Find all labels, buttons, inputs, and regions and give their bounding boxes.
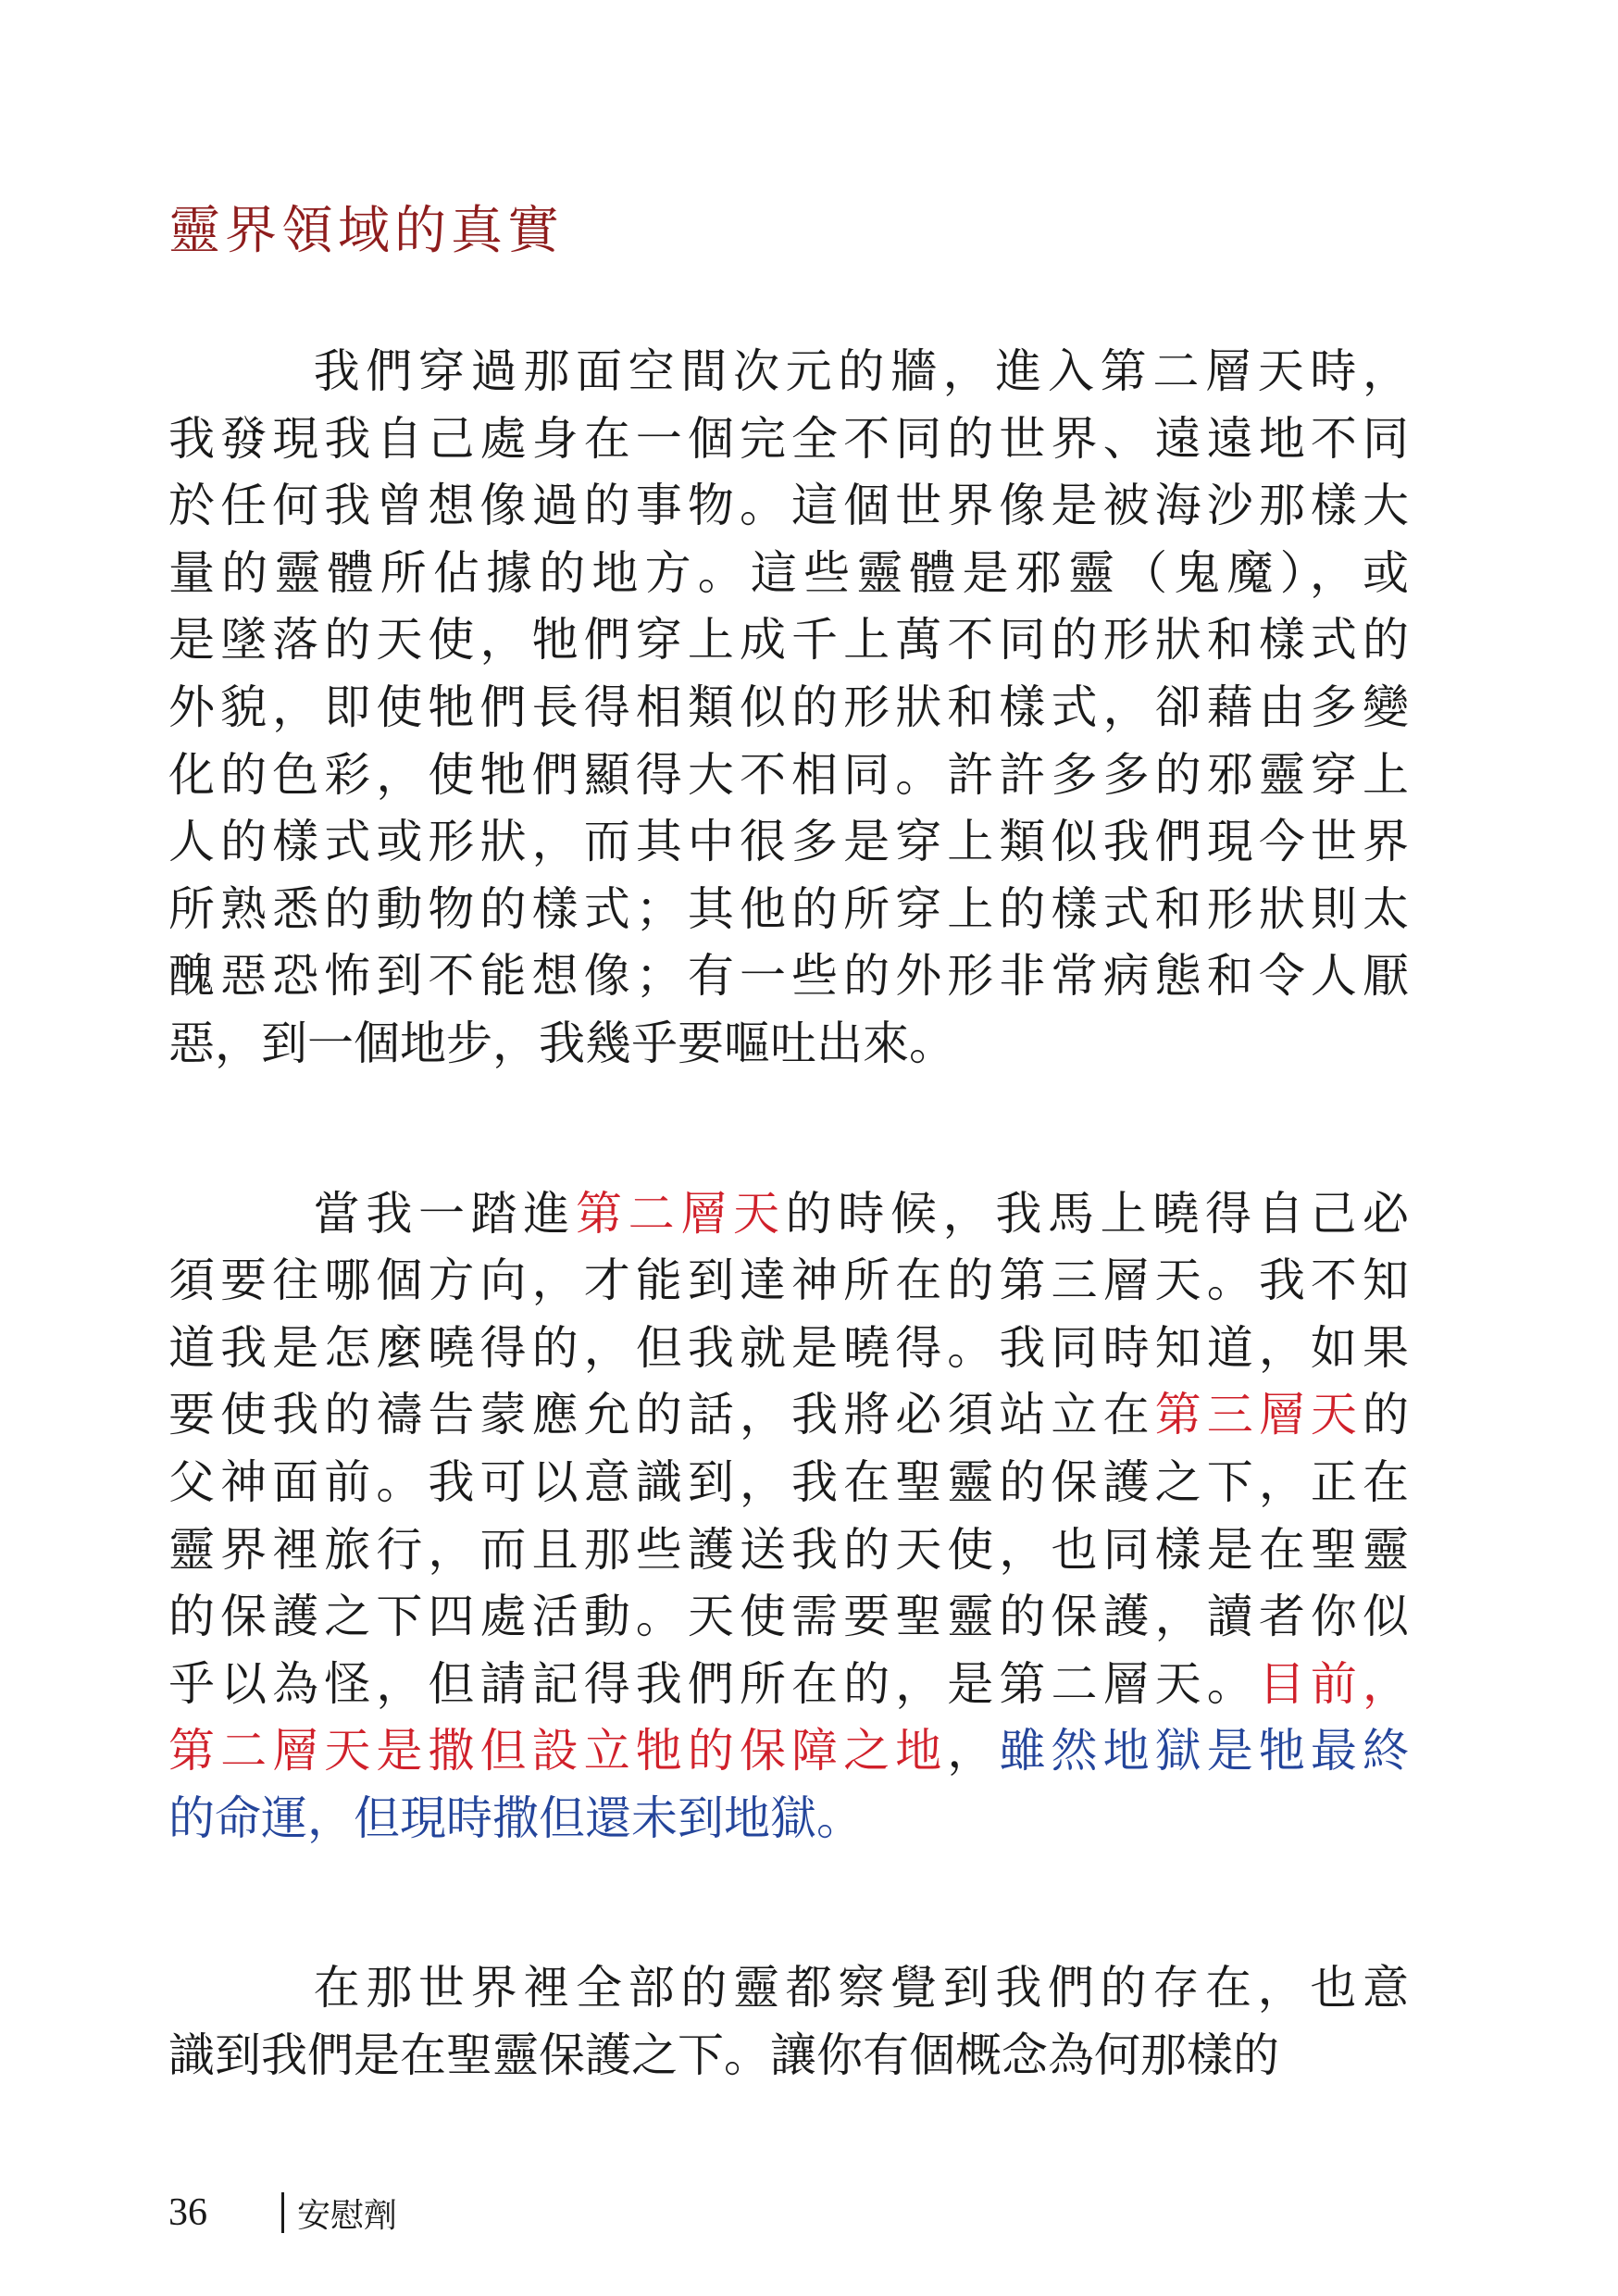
text-segment: 醜惡恐怖到不能想像；有一些的外形非常病態和令人厭 xyxy=(168,949,1409,1004)
text-line xyxy=(168,674,1409,742)
text-line xyxy=(168,540,1409,607)
highlighted-text: 雖然地獄是牠最終 xyxy=(999,1724,1410,1778)
paragraph xyxy=(168,1954,1409,2089)
text-segment: 靈界裡旅行，而且那些護送我的天使，也同樣是在聖靈 xyxy=(168,1522,1409,1577)
text-segment: ， xyxy=(947,1724,1000,1778)
text-segment: 的 xyxy=(1363,1388,1410,1442)
text-line xyxy=(168,1381,1409,1449)
text-segment: 要使我的禱告蒙應允的話，我將必須站立在 xyxy=(168,1388,1155,1442)
text-segment: 外貌，即使牠們長得相類似的形狀和樣式，卻藉由多變 xyxy=(168,680,1409,734)
text-segment: 父神面前。我可以意識到，我在聖靈的保護之下，正在 xyxy=(168,1454,1409,1509)
page-footer xyxy=(168,2190,397,2236)
footer-divider xyxy=(281,2192,284,2233)
text-segment: 惡，到一個地步，我幾乎要嘔吐出來。 xyxy=(168,1016,955,1070)
text-line xyxy=(168,1717,1409,1785)
book-title: 安慰劑 xyxy=(297,2196,398,2235)
section-heading: 靈界領域的真實 xyxy=(168,201,564,261)
text-line xyxy=(168,338,1409,406)
text-segment: 的保護之下四處活動。天使需要聖靈的保護，讀者你似 xyxy=(168,1590,1409,1644)
text-segment: 我們穿過那面空間次元的牆，進入第二層天時， xyxy=(307,344,1409,398)
text-line xyxy=(168,406,1409,473)
text-line xyxy=(168,742,1409,809)
highlighted-text: 第二層天是撒但設立牠的保障之地 xyxy=(168,1724,948,1778)
text-segment: 乎以為怪，但請記得我們所在的，是第二層天。 xyxy=(168,1656,1259,1711)
text-line xyxy=(168,1180,1409,1248)
text-line xyxy=(168,942,1409,1010)
text-line xyxy=(168,1247,1409,1315)
text-line xyxy=(168,606,1409,674)
paragraph xyxy=(168,338,1409,1078)
text-line xyxy=(168,1449,1409,1516)
text-line xyxy=(168,1315,1409,1382)
text-line xyxy=(168,1954,1409,2022)
highlighted-text: 目前， xyxy=(1258,1656,1410,1711)
text-line xyxy=(168,2022,1409,2090)
text-line xyxy=(168,1516,1409,1584)
text-segment: 是墜落的天使，牠們穿上成千上萬不同的形狀和樣式的 xyxy=(168,613,1409,668)
text-line xyxy=(168,1651,1409,1718)
paragraph xyxy=(168,1180,1409,1853)
page-number: 36 xyxy=(168,2191,207,2234)
text-line xyxy=(168,1583,1409,1651)
text-segment: 的時候，我馬上曉得自己必 xyxy=(785,1186,1410,1241)
text-segment: 我發現我自己處身在一個完全不同的世界、遠遠地不同 xyxy=(168,411,1409,466)
text-line xyxy=(168,1785,1409,1853)
text-segment: 於任何我曾想像過的事物。這個世界像是被海沙那樣大 xyxy=(168,479,1409,533)
text-segment: 在那世界裡全部的靈都察覺到我們的存在，也意 xyxy=(307,1961,1409,2015)
text-segment: 量的靈體所佔據的地方。這些靈體是邪靈（鬼魔），或 xyxy=(168,545,1409,600)
text-segment: 化的色彩，使牠們顯得大不相同。許許多多的邪靈穿上 xyxy=(168,747,1409,802)
text-segment: 當我一踏進 xyxy=(307,1186,576,1241)
text-segment: 識到我們是在聖靈保護之下。讓你有個概念為何那樣的 xyxy=(168,2028,1279,2083)
highlighted-text: 第二層天 xyxy=(576,1186,786,1241)
body-text xyxy=(168,338,1409,2090)
highlighted-text: 的命運，但現時撒但還未到地獄。 xyxy=(168,1791,863,1845)
text-line xyxy=(168,876,1409,943)
text-segment: 所熟悉的動物的樣式；其他的所穿上的樣式和形狀則太 xyxy=(168,881,1409,936)
highlighted-text: 第三層天 xyxy=(1154,1388,1363,1442)
text-line xyxy=(168,808,1409,876)
text-segment: 人的樣式或形狀，而其中很多是穿上類似我們現今世界 xyxy=(168,815,1409,869)
text-segment: 道我是怎麼曉得的，但我就是曉得。我同時知道，如果 xyxy=(168,1320,1409,1375)
text-line xyxy=(168,472,1409,540)
text-segment: 須要往哪個方向，才能到達神所在的第三層天。我不知 xyxy=(168,1254,1409,1308)
text-line xyxy=(168,1010,1409,1078)
